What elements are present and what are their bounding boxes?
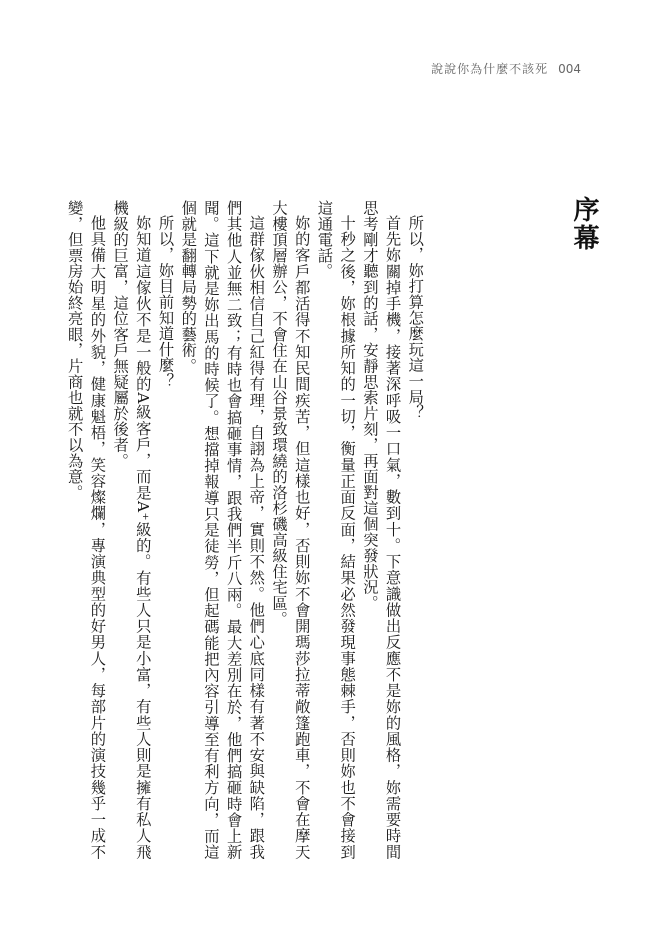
paragraph: 首先妳關掉手機，接著深呼吸一口氣，數到十。下意識做出反應不是妳的風格，妳需要時間思考剛才聽到的話，安靜思索片刻，再面對這個突發狀況。 [360, 200, 402, 860]
vertical-text-column-group [63, 200, 426, 860]
paragraph: 所以，妳打算怎麼玩這一局？ [406, 215, 425, 421]
body-text [63, 200, 543, 860]
paragraph: 十秒之後，妳根據所知的一切，衡量正面反面，結果必然發現事態棘手，否則妳也不會接到這通電話。 [315, 200, 357, 860]
book-title: 說說你為什麼不該死 [431, 62, 549, 76]
paragraph: 這群傢伙相信自己紅得有理，自詡為上帝，實則不然。他們心底同樣有著不安與缺陷，跟我們其他人並無二致；有時也會搞砸事情，跟我們半斤八兩。最大差別在於，他們搞砸時會上新聞。這下就是妳出馬的時候了。想擋掉報導只是徒勞，但起碼能把內容引導至有利方向，而這個就是翻轉局勢的藝術。 [179, 200, 266, 860]
chapter-title: 序幕 [569, 196, 599, 252]
page-number: 004 [558, 62, 581, 76]
paragraph: 他具備大明星的外貌，健康魁梧，笑容燦爛，專演典型的好男人，每部片的演技幾乎一成不變，但票房始終亮眼，片商也就不以為意。 [65, 200, 107, 860]
paragraph: 所以，妳目前知道什麼？ [156, 215, 175, 390]
running-head [431, 60, 581, 77]
paragraph: 妳的客戶都活得不知民間疾苦，但這樣也好，否則妳不會開瑪莎拉蒂敞篷跑車，不會在摩天大樓頂層辦公，不會住在山谷景致環繞的洛杉磯高級住宅區。 [270, 200, 311, 860]
paragraph: 妳知道這傢伙不是一般的A級客戶，而是A⁺級的。有些人只是小富，有些人則是擁有私人飛機級的巨富，這位客戶無疑屬於後者。 [111, 200, 152, 860]
